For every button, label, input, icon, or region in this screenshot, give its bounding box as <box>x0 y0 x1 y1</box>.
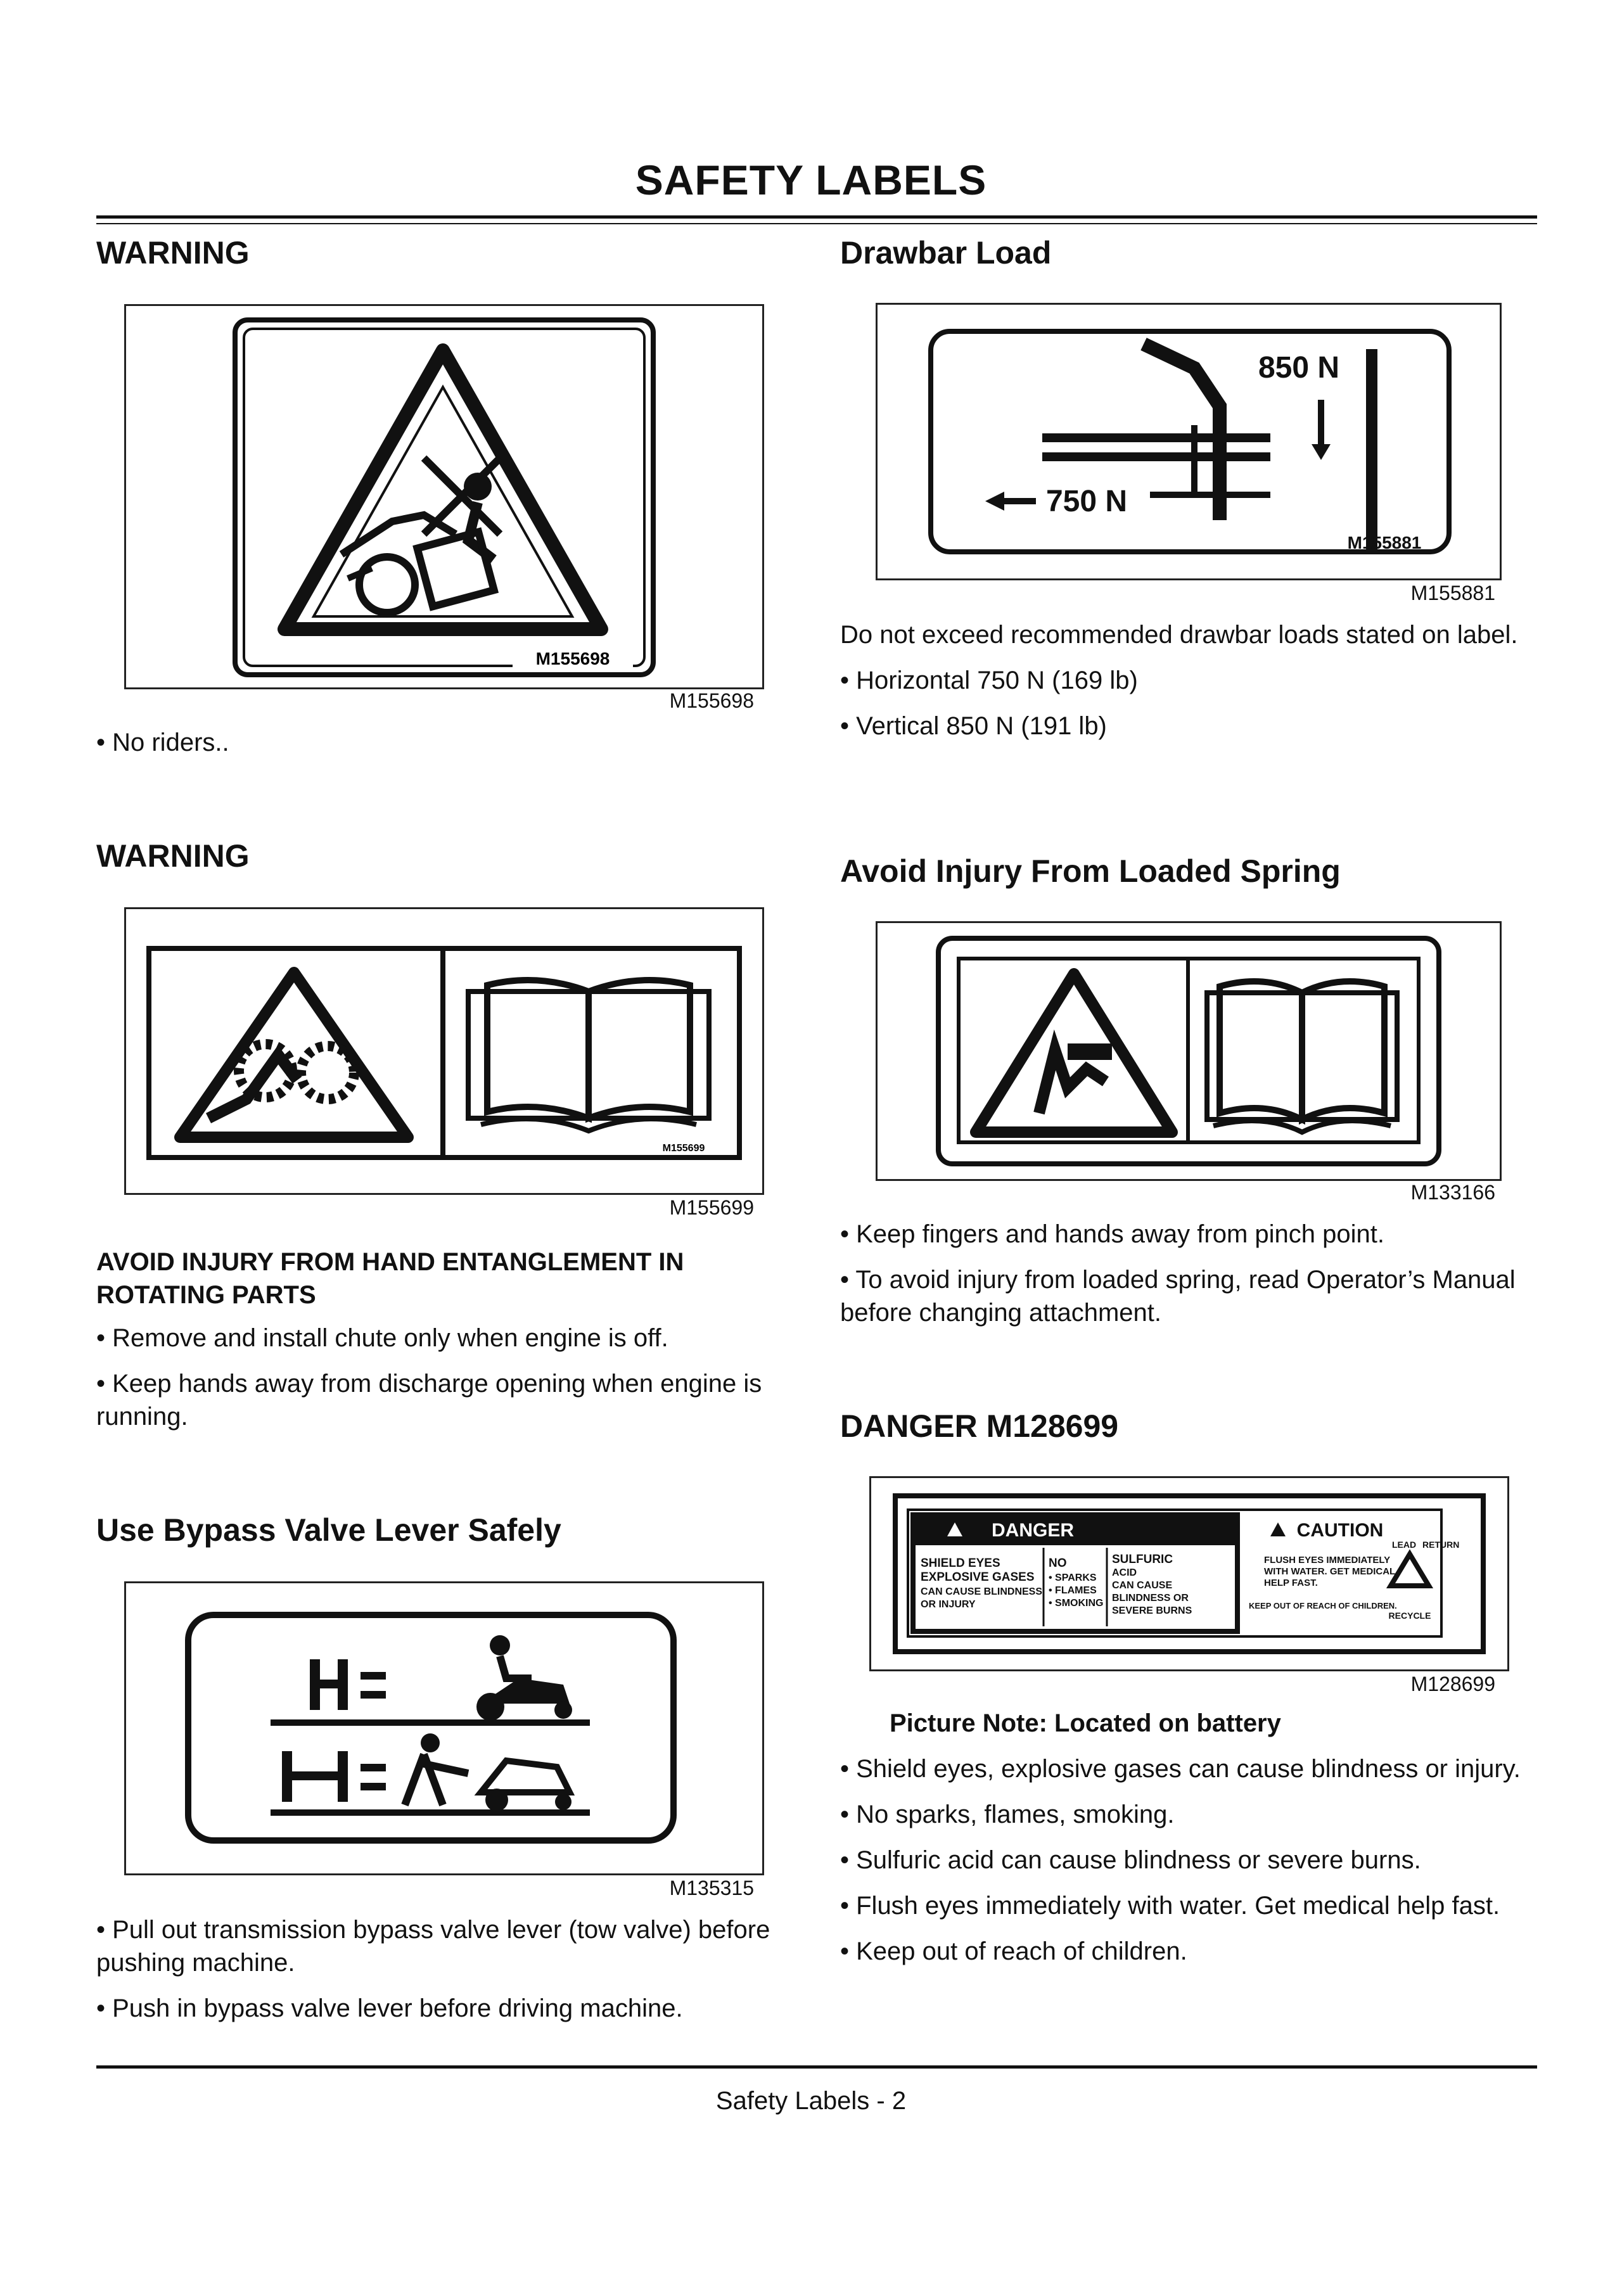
header-rule-thin <box>96 223 1537 224</box>
danger-caption: M128699 <box>1410 1673 1495 1695</box>
drawbar-horizontal-label: 750 N <box>1045 485 1128 518</box>
svg-text:ACID: ACID <box>1112 1567 1137 1578</box>
drawbar-bullet: • Horizontal 750 N (169 lb) <box>840 666 1138 694</box>
drawbar-intro: Do not exceed recommended drawbar loads stated on label. <box>840 621 1518 649</box>
spring-bullet-list <box>840 1218 1537 1342</box>
no-riders-icon <box>126 306 762 687</box>
bypass-bullet: • Push in bypass valve lever before driving machine. <box>96 1994 683 2022</box>
page-title: SAFETY LABELS <box>635 156 987 203</box>
svg-text:HELP FAST.: HELP FAST. <box>1264 1578 1318 1588</box>
drawbar-bullet: • Vertical 850 N (191 lb) <box>840 712 1107 740</box>
page-footer: Safety Labels - 2 <box>715 2087 907 2115</box>
warning1-caption: M155698 <box>669 689 754 712</box>
danger-picture-note: Picture Note: Located on battery <box>890 1709 1281 1737</box>
spring-caption: M133166 <box>1410 1181 1495 1204</box>
warning2-image-code: M155699 <box>662 1143 705 1154</box>
drawbar-heading: Drawbar Load <box>840 235 1052 271</box>
svg-text:CAN CAUSE: CAN CAUSE <box>1112 1580 1173 1591</box>
warning2-caption: M155699 <box>669 1196 754 1219</box>
bypass-heading: Use Bypass Valve Lever Safely <box>96 1512 561 1548</box>
svg-text:SEVERE BURNS: SEVERE BURNS <box>1112 1605 1192 1616</box>
footer-rule <box>96 2065 1537 2069</box>
drawbar-text <box>840 618 1537 755</box>
spring-bullet: • Keep fingers and hands away from pinch point. <box>840 1220 1384 1248</box>
svg-text:KEEP OUT OF REACH OF CHILDREN.: KEEP OUT OF REACH OF CHILDREN. <box>1249 1601 1397 1610</box>
bypass-caption: M135315 <box>669 1877 754 1899</box>
spring-heading: Avoid Injury From Loaded Spring <box>840 853 1341 889</box>
svg-text:• FLAMES: • FLAMES <box>1049 1585 1097 1596</box>
bypass-bullet: • Pull out transmission bypass valve lever (tow valve) before pushing machine. <box>96 1916 770 1977</box>
lever-pushed-icon <box>310 1659 386 1710</box>
operator-manual-icon <box>1207 981 1397 1132</box>
riding-tractor-icon <box>476 1635 572 1721</box>
drawbar-image-code: M155881 <box>1347 533 1422 552</box>
warning2-bullet-list <box>96 1322 800 1446</box>
svg-text:EXPLOSIVE GASES: EXPLOSIVE GASES <box>921 1571 1035 1584</box>
warning2-label-image <box>124 907 764 1195</box>
warning2-subheading: AVOID INJURY FROM HAND ENTANGLEMENT IN ROTATING PARTS <box>96 1248 684 1309</box>
svg-text:RETURN: RETURN <box>1422 1540 1460 1550</box>
caution-label-title: CAUTION <box>1296 1520 1384 1541</box>
warning1-image-code: M155698 <box>535 649 610 668</box>
danger-bullet: • No sparks, flames, smoking. <box>840 1801 1175 1828</box>
danger-bullet: • Flush eyes immediately with water. Get medical help fast. <box>840 1892 1500 1920</box>
pushing-tractor-icon <box>405 1733 572 1811</box>
svg-text:BLINDNESS OR: BLINDNESS OR <box>1112 1593 1189 1604</box>
danger-label-title: DANGER <box>991 1520 1075 1541</box>
warning1-label-image <box>124 304 764 689</box>
warning2-bullet: • Remove and install chute only when engine is off. <box>96 1324 668 1352</box>
drawbar-caption: M155881 <box>1410 582 1495 604</box>
spring-label-image <box>876 921 1502 1181</box>
danger-bullet: • Sulfuric acid can cause blindness or severe burns. <box>840 1846 1421 1874</box>
operator-manual-icon <box>468 980 709 1131</box>
warning1-heading: WARNING <box>96 235 250 271</box>
svg-text:• SPARKS: • SPARKS <box>1049 1572 1097 1583</box>
svg-text:SHIELD EYES: SHIELD EYES <box>921 1557 1000 1570</box>
svg-text:LEAD: LEAD <box>1392 1540 1417 1550</box>
svg-text:NO: NO <box>1049 1557 1067 1570</box>
bypass-bullet-list <box>96 1913 800 2038</box>
warning2-heading: WARNING <box>96 838 250 874</box>
svg-text:• SMOKING: • SMOKING <box>1049 1598 1104 1609</box>
svg-text:CAN CAUSE BLINDNESS: CAN CAUSE BLINDNESS <box>921 1586 1043 1597</box>
bypass-label-image <box>124 1581 764 1875</box>
danger-bullet-list <box>840 1752 1543 1980</box>
spring-bullet: • To avoid injury from loaded spring, read Operator’s Manual before changing attachment. <box>840 1266 1516 1327</box>
danger-label-image <box>869 1476 1509 1671</box>
warning1-bullet: • No riders.. <box>96 729 229 756</box>
drawbar-label-image <box>876 303 1502 580</box>
warning2-bullet: • Keep hands away from discharge opening when engine is running. <box>96 1370 762 1431</box>
danger-bullet: • Keep out of reach of children. <box>840 1937 1187 1965</box>
hand-entanglement-icon <box>180 973 408 1137</box>
header-rule <box>96 215 1537 219</box>
danger-bullet: • Shield eyes, explosive gases can cause blindness or injury. <box>840 1755 1521 1783</box>
drawbar-vertical-label: 850 N <box>1258 351 1340 385</box>
danger-heading: DANGER M128699 <box>840 1408 1119 1444</box>
warning1-bullet-list <box>96 726 793 759</box>
svg-text:SULFURIC: SULFURIC <box>1112 1553 1173 1566</box>
svg-text:WITH WATER. GET MEDICAL: WITH WATER. GET MEDICAL <box>1264 1566 1396 1577</box>
recycle-icon <box>1389 1540 1460 1621</box>
svg-text:OR INJURY: OR INJURY <box>921 1599 976 1610</box>
svg-text:RECYCLE: RECYCLE <box>1388 1610 1431 1621</box>
pinch-point-icon <box>976 974 1172 1132</box>
svg-text:FLUSH EYES IMMEDIATELY: FLUSH EYES IMMEDIATELY <box>1264 1555 1391 1566</box>
lever-pulled-icon <box>282 1751 386 1802</box>
